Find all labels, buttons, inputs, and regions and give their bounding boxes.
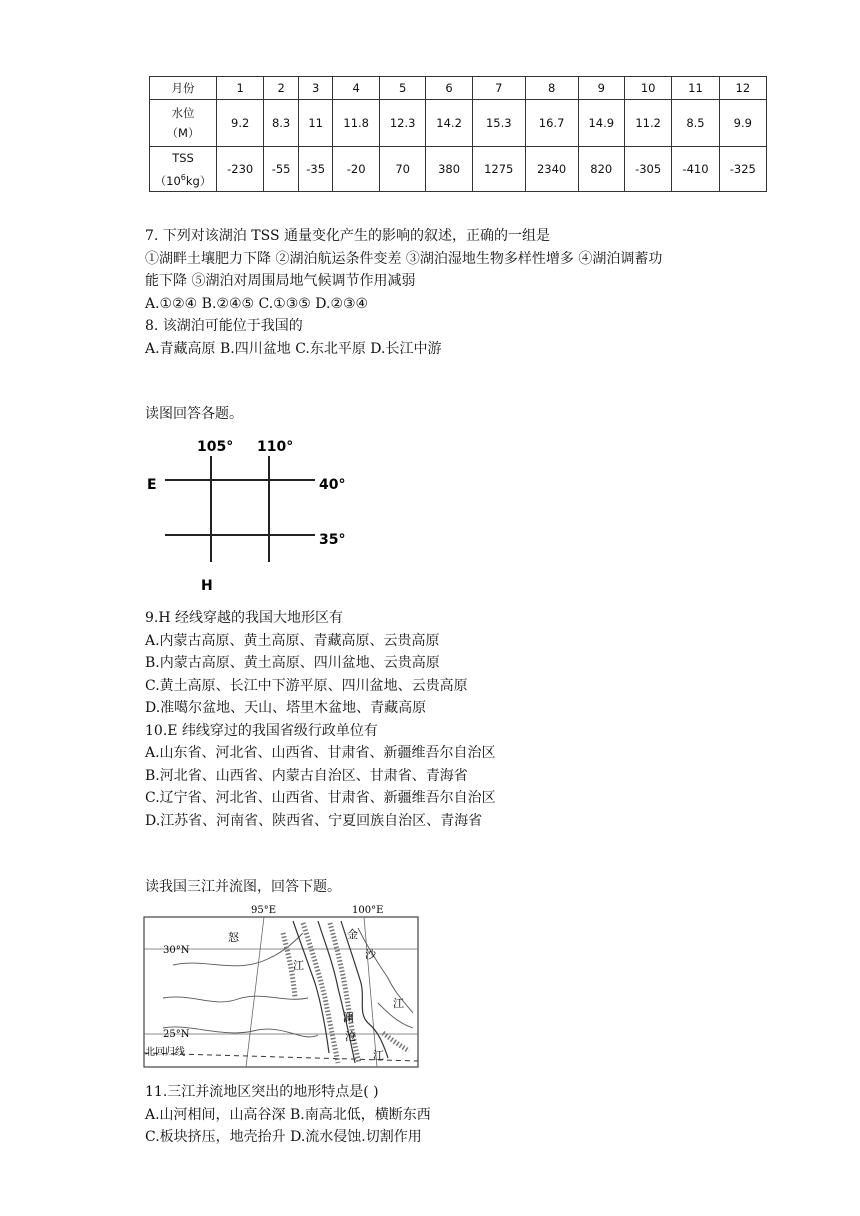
q8-options: A.青藏高原 B.四川盆地 C.东北平原 D.长江中游 (145, 341, 442, 357)
table-cell: 8.3 (264, 100, 299, 147)
table-cell: 1275 (472, 147, 525, 192)
table-cell: -230 (217, 147, 264, 192)
tss-header (150, 147, 217, 192)
q9-option-d: D.准噶尔盆地、天山、塔里木盆地、青藏高原 (145, 700, 427, 716)
table-cell: 12 (719, 77, 766, 100)
table-cell: 2340 (525, 147, 578, 192)
water-level-tss-table (149, 76, 767, 192)
table-row-months (150, 77, 767, 100)
label-e: E (147, 477, 157, 493)
table-cell: 7 (472, 77, 525, 100)
lon-110-label: 110° (257, 439, 294, 455)
table-cell: 9 (578, 77, 624, 100)
table-cell: 10 (624, 77, 671, 100)
q10-option-d: D.江苏省、河南省、陕西省、宁夏回族自治区、青海省 (145, 813, 483, 829)
q9-option-a: A.内蒙古高原、黄土高原、青藏高原、云贵高原 (145, 633, 440, 649)
table-cell: 11.8 (333, 100, 379, 147)
table-cell: 4 (333, 77, 379, 100)
table-cell: 8.5 (672, 100, 719, 147)
q9-stem: 9.H 经线穿越的我国大地形区有 (145, 610, 344, 626)
tss-unit: $(10^6kg)$ (154, 172, 212, 188)
q7-options: A.①②④ B.②④⑤ C.①③⑤ D.②③④ (145, 296, 369, 312)
table-cell: -20 (333, 147, 379, 192)
table-cell: 380 (426, 147, 472, 192)
table-cell: 15.3 (472, 100, 525, 147)
label-h: H (201, 578, 213, 594)
lon-100e-label: 100°E (352, 905, 384, 916)
meridian-95e-line (246, 917, 264, 1067)
q10-option-b: B.河北省、山西省、内蒙古自治区、甘肃省、青海省 (145, 768, 468, 784)
lon-105-label: 105° (197, 439, 234, 455)
water-level-unit: （M） (166, 126, 200, 140)
table-cell: 70 (379, 147, 425, 192)
table-cell: -325 (719, 147, 766, 192)
table-cell: 11 (672, 77, 719, 100)
months-header: 月份 (150, 77, 217, 100)
table-cell: 820 (578, 147, 624, 192)
water-level-label: 水位 (171, 106, 195, 120)
meridian-100e-line (364, 917, 377, 1067)
river-char-lan: 澜 (343, 1011, 354, 1024)
table-cell: 11 (298, 100, 333, 147)
table-cell: 9.2 (217, 100, 264, 147)
table-cell: 5 (379, 77, 425, 100)
table-cell: 8 (525, 77, 578, 100)
table-cell: -35 (298, 147, 333, 192)
water-level-header (150, 100, 217, 147)
table-cell: 12.3 (379, 100, 425, 147)
river-char-sha: 沙 (365, 948, 376, 961)
river-char-jiang-2: 江 (393, 997, 404, 1010)
q10-stem: 10.E 纬线穿过的我国省级行政单位有 (145, 723, 378, 739)
river-char-cang: 沧 (345, 1030, 356, 1043)
q10-option-a: A.山东省、河北省、山西省、甘肃省、新疆维吾尔自治区 (145, 745, 496, 761)
section3-intro: 读我国三江并流图，回答下题。 (145, 879, 341, 895)
river-char-jin: 金 (347, 928, 358, 941)
table-cell: 2 (264, 77, 299, 100)
q11-options-ab: A.山河相间，山高谷深 B.南高北低，横断东西 (145, 1107, 431, 1123)
lon-95e-label: 95°E (251, 905, 277, 916)
table-cell: 11.2 (624, 100, 671, 147)
three-rivers-map (143, 903, 425, 1073)
lat-30n-label: 30°N (163, 945, 190, 956)
q11-options-cd: C.板块挤压，地壳抬升 D.流水侵蚀.切割作用 (145, 1129, 422, 1145)
table-row-tss (150, 147, 767, 192)
table-cell: 14.2 (426, 100, 472, 147)
table-cell: 3 (298, 77, 333, 100)
table-cell: 6 (426, 77, 472, 100)
q10-option-c: C.辽宁省、河北省、山西省、甘肃省、新疆维吾尔自治区 (145, 790, 496, 806)
river-char-jiang-3: 江 (373, 1049, 384, 1062)
lat-35-label: 35° (319, 532, 346, 548)
q9-option-c: C.黄土高原、长江中下游平原、四川盆地、云贵高原 (145, 678, 468, 694)
q9-option-b: B.内蒙古高原、黄土高原、四川盆地、云贵高原 (145, 655, 440, 671)
tropic-label: 北回归线 (145, 1047, 185, 1058)
table-cell: -55 (264, 147, 299, 192)
table-row-water-level (150, 100, 767, 147)
table-cell: 9.9 (719, 100, 766, 147)
q8-stem: 8. 该湖泊可能位于我国的 (145, 318, 303, 334)
map-frame (144, 917, 418, 1067)
river-char-nu: 怒 (228, 931, 239, 944)
mountain-ridge (383, 1033, 409, 1051)
lat-40-label: 40° (319, 477, 346, 493)
q7-items-line2: 能下降 ⑤湖泊对周围局地气候调节作用减弱 (145, 273, 416, 289)
q7-stem: 7. 下列对该湖泊 TSS 通量变化产生的影响的叙述，正确的一组是 (145, 228, 550, 244)
table-cell: -410 (672, 147, 719, 192)
q11-stem: 11.三江并流地区突出的地形特点是( ) (145, 1084, 379, 1100)
boundary-line (163, 996, 308, 1002)
table-cell: 16.7 (525, 100, 578, 147)
lat-25n-label: 25°N (163, 1029, 190, 1040)
table-cell: -305 (624, 147, 671, 192)
q7-items-line1: ①湖畔土壤肥力下降 ②湖泊航运条件变差 ③湖泊湿地生物多样性增多 ④湖泊调蓄功 (145, 251, 663, 267)
section2-intro: 读图回答各题。 (145, 406, 243, 422)
tss-label: TSS (172, 150, 194, 165)
river-char-jiang-1: 江 (293, 959, 304, 972)
table-cell: 14.9 (578, 100, 624, 147)
table-cell: 1 (217, 77, 264, 100)
lat-lon-grid-figure (145, 432, 365, 594)
mountain-ridge (303, 923, 338, 1063)
